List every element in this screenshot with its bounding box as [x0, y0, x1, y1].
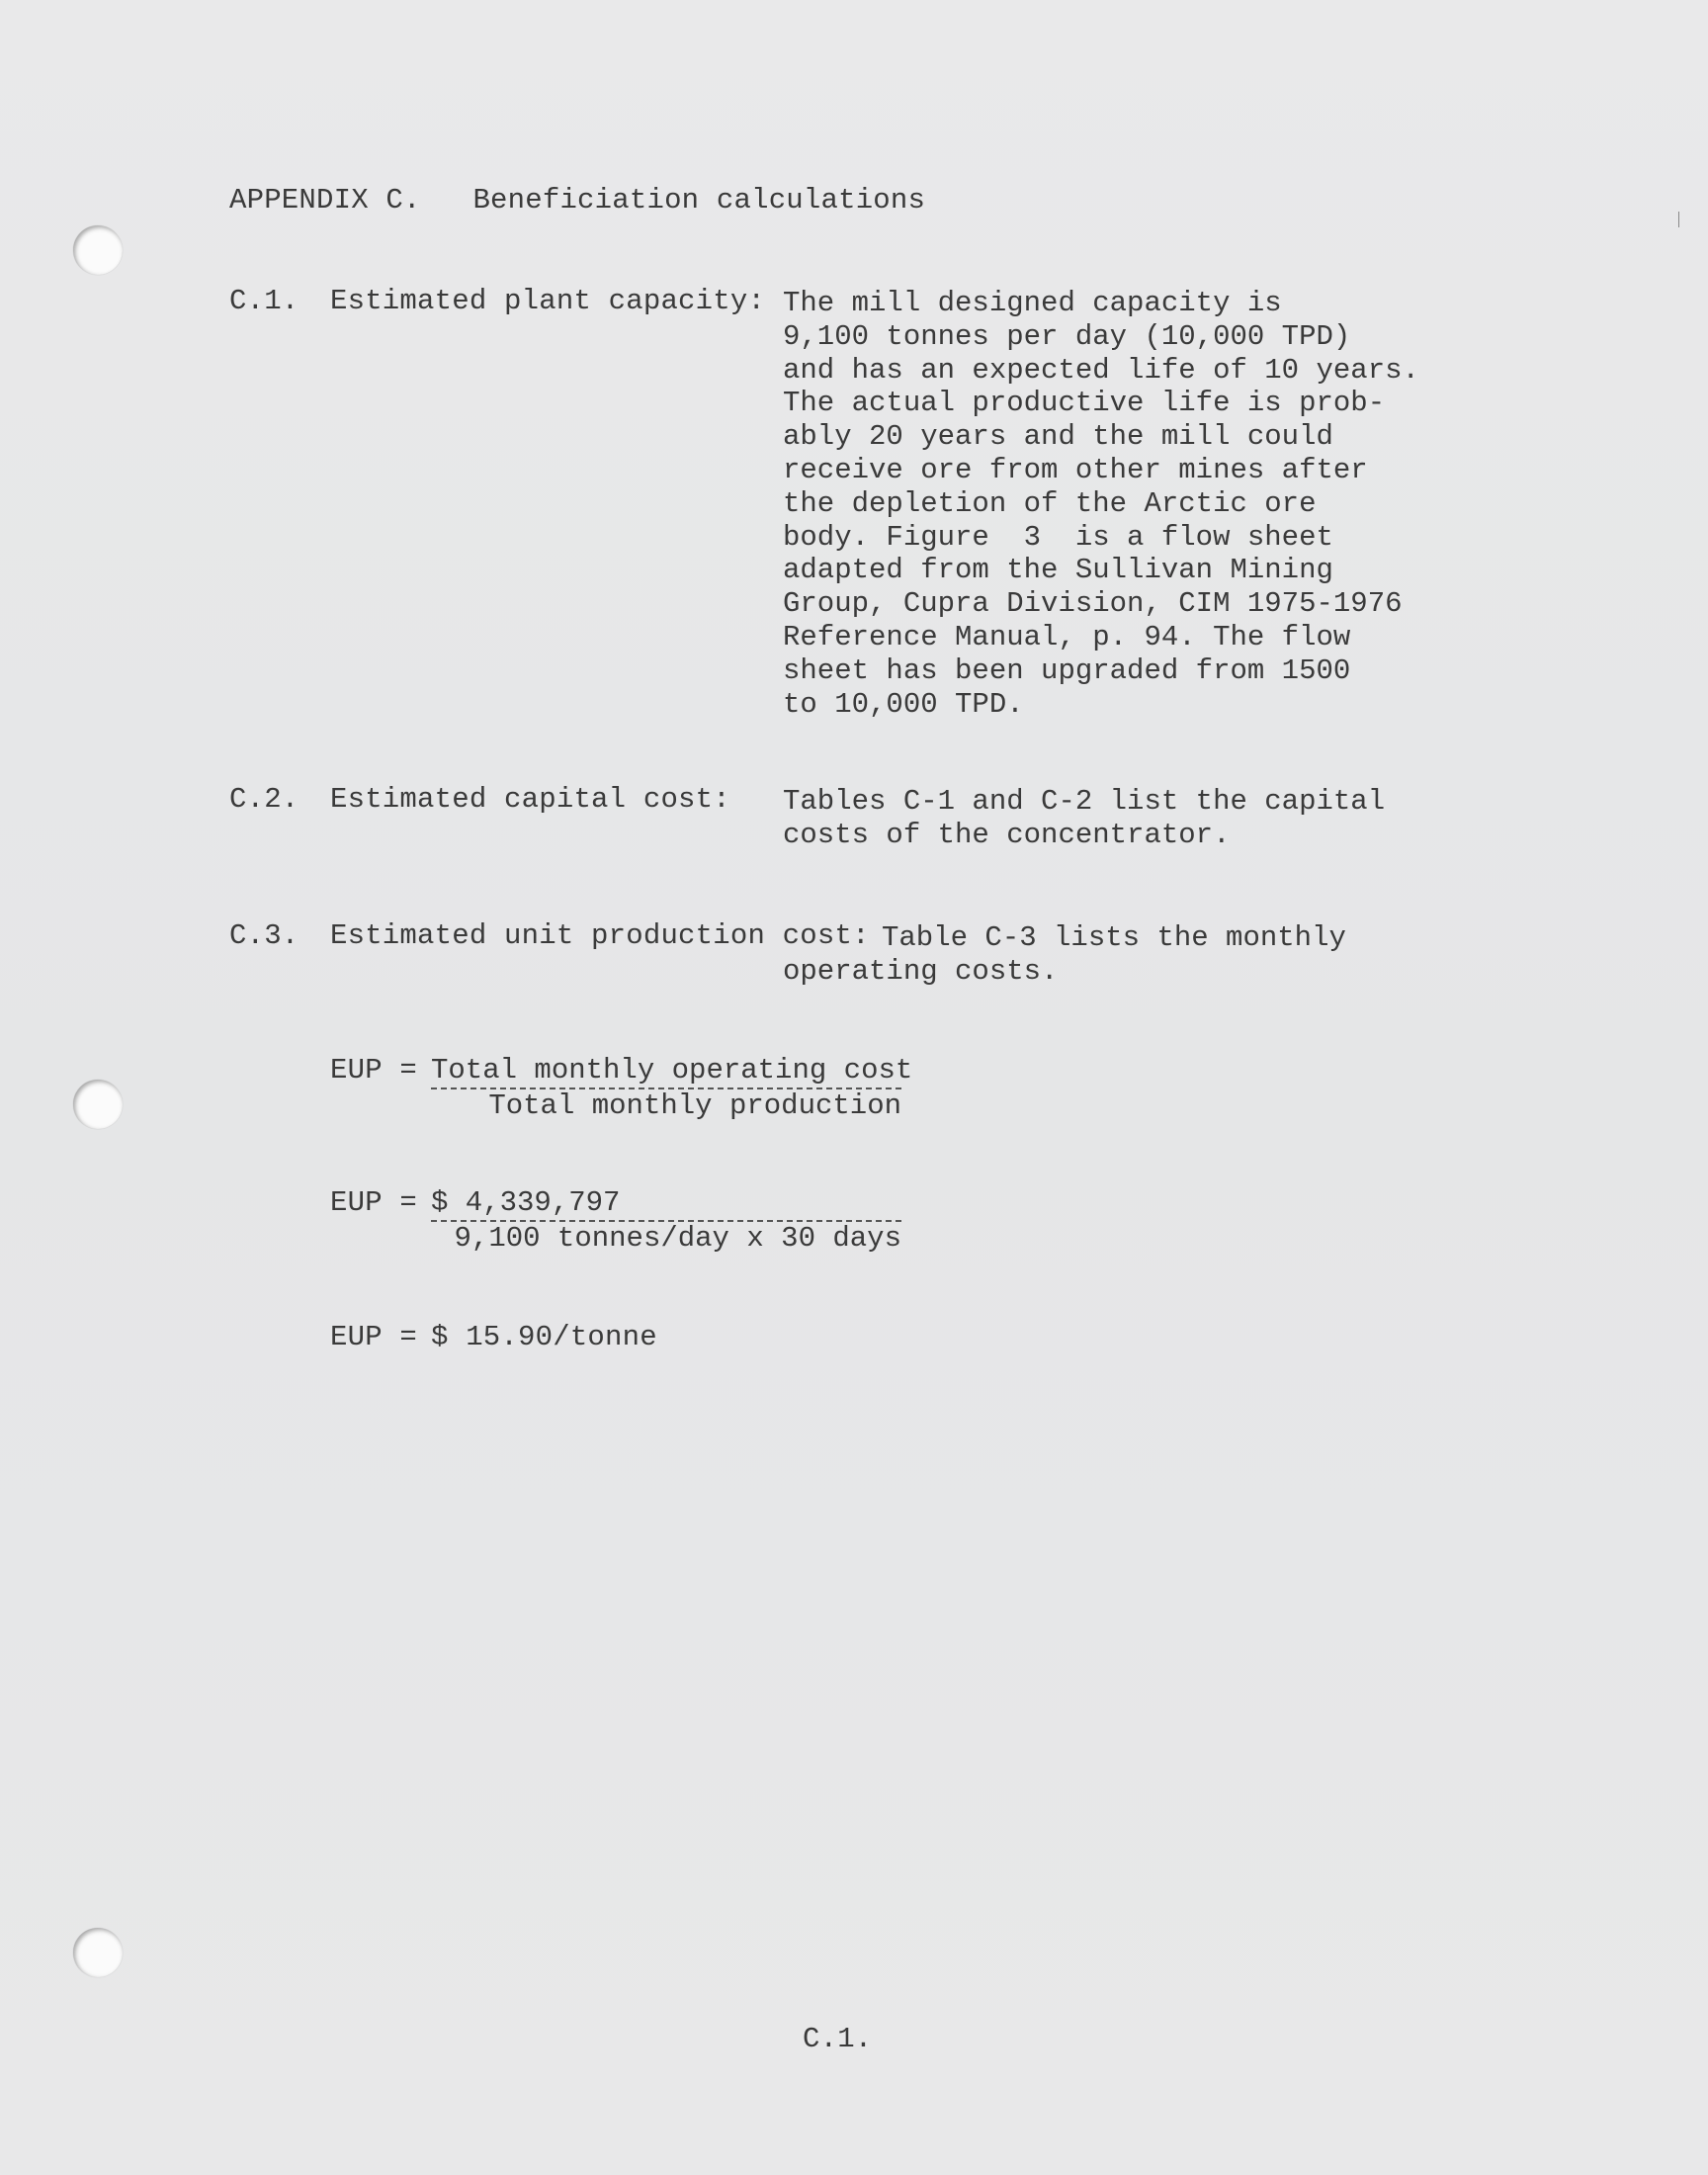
equation-denominator: 9,100 tonnes/day x 30 days — [454, 1222, 901, 1255]
equation-lhs: EUP = — [330, 1054, 418, 1087]
punch-hole-top — [73, 225, 123, 275]
body-line: costs of the concentrator. — [783, 818, 1231, 851]
body-line: 9,100 tonnes per day (10,000 TPD) — [783, 319, 1351, 353]
body-line: adapted from the Sullivan Mining — [783, 554, 1333, 587]
equation-lhs: EUP = — [330, 1186, 418, 1219]
section-label: Estimated plant capacity: — [330, 285, 766, 317]
body-line: and has an expected life of 10 years. — [783, 353, 1419, 387]
section-body — [783, 921, 1346, 989]
body-line: Reference Manual, p. 94. The flow — [783, 620, 1351, 653]
appendix-heading: APPENDIX C. Beneficiation calculations — [229, 184, 926, 217]
body-line: operating costs. — [783, 954, 1059, 988]
body-line: Group, Cupra Division, CIM 1975-1976 — [783, 587, 1403, 621]
body-line: receive ore from other mines after — [783, 453, 1368, 486]
page-number: C.1. — [803, 2023, 873, 2055]
body-line: the depletion of the Arctic ore — [783, 486, 1317, 520]
body-line: The actual productive life is prob- — [783, 387, 1386, 420]
body-line: The mill designed capacity is — [783, 287, 1282, 319]
body-line: body. Figure 3 is a flow sheet — [783, 520, 1333, 554]
body-line: to 10,000 TPD. — [783, 687, 1024, 721]
equation-numerator: $ 4,339,797 — [431, 1186, 901, 1222]
section-number: C.1. — [229, 285, 299, 317]
edge-mark — [1678, 212, 1679, 227]
equation-fraction — [431, 1054, 913, 1123]
section-number: C.3. — [229, 919, 299, 952]
equation-result: $ 15.90/tonne — [431, 1321, 657, 1353]
section-body — [783, 785, 1385, 852]
body-line: sheet has been upgraded from 1500 — [783, 653, 1351, 687]
equation-denominator: Total monthly production — [488, 1089, 901, 1122]
section-label: Estimated unit production cost: — [330, 919, 870, 952]
section-number: C.2. — [229, 783, 299, 816]
equation-numerator: Total monthly operating cost — [431, 1054, 901, 1089]
punch-hole-bottom — [73, 1928, 123, 1977]
equation-fraction — [431, 1186, 901, 1256]
body-line: Tables C-1 and C-2 list the capital — [783, 785, 1386, 818]
section-label: Estimated capital cost: — [330, 783, 730, 816]
equation-lhs: EUP = — [330, 1321, 418, 1353]
section-body — [783, 287, 1419, 721]
punch-hole-middle — [73, 1080, 123, 1129]
body-line: ably 20 years and the mill could — [783, 420, 1333, 454]
body-line: Table C-3 lists the monthly — [882, 921, 1346, 954]
